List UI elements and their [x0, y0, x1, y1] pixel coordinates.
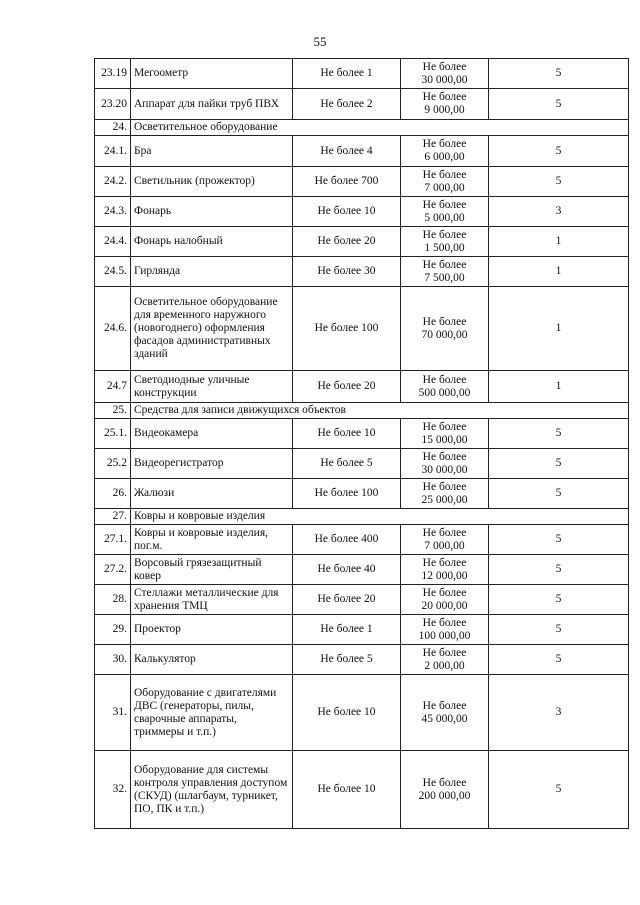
price-limit: [401, 585, 489, 615]
price-line: 9 000,00: [424, 104, 465, 116]
price-line: Не более: [422, 228, 467, 241]
service-life: 1: [489, 371, 629, 403]
service-life: 5: [489, 59, 629, 89]
item-number: 24.3.: [95, 197, 131, 227]
item-number: 29.: [95, 615, 131, 645]
price-limit: [401, 525, 489, 555]
price-line: Не более: [422, 420, 467, 433]
item-number: 24.: [95, 120, 131, 136]
price-line: 30 000,00: [421, 73, 468, 86]
item-name: Фонарь налобный: [131, 227, 293, 257]
quantity-limit: Не более 10: [293, 675, 401, 751]
quantity-limit: Не более 400: [293, 525, 401, 555]
service-life: 5: [489, 615, 629, 645]
item-number: 24.4.: [95, 227, 131, 257]
item-name: Жалюзи: [131, 479, 293, 509]
price-line: Не более: [422, 646, 467, 659]
price-line: 12 000,00: [421, 569, 468, 582]
item-name: Гирлянда: [131, 257, 293, 287]
service-life: 5: [489, 449, 629, 479]
quantity-limit: Не более 10: [293, 419, 401, 449]
price-limit: [401, 615, 489, 645]
price-line: 7 000,00: [424, 181, 465, 194]
item-name: Фонарь: [131, 197, 293, 227]
price-line: Не более: [422, 776, 467, 789]
table-row: [95, 525, 629, 555]
section-row: [95, 120, 629, 136]
price-line: 30 000,00: [421, 463, 468, 476]
service-life: 5: [489, 136, 629, 167]
price-line: Не более: [422, 616, 467, 629]
item-number: 24.2.: [95, 167, 131, 197]
service-life: 5: [489, 525, 629, 555]
table-row: [95, 615, 629, 645]
quantity-limit: Не более 20: [293, 227, 401, 257]
price-limit: [401, 59, 489, 89]
price-limit: [401, 257, 489, 287]
table-row: [95, 585, 629, 615]
quantity-limit: Не более 100: [293, 479, 401, 509]
price-line: Не более: [422, 91, 467, 103]
service-life: 5: [489, 751, 629, 829]
price-line: Не более: [422, 168, 467, 181]
price-line: Не более: [422, 60, 467, 73]
price-line: Не более: [422, 138, 467, 150]
price-limit: [401, 751, 489, 829]
price-limit: [401, 197, 489, 227]
price-line: Не более: [422, 699, 467, 712]
quantity-limit: Не более 1: [293, 615, 401, 645]
quantity-limit: Не более 5: [293, 645, 401, 675]
price-limit: [401, 167, 489, 197]
price-limit: [401, 136, 489, 167]
section-title: Средства для записи движущихся объектов: [131, 403, 629, 419]
price-limit: [401, 555, 489, 585]
item-number: 24.6.: [95, 287, 131, 371]
section-row: [95, 509, 629, 525]
item-name: Проектор: [131, 615, 293, 645]
page-number: 55: [313, 34, 327, 49]
item-number: 27.2.: [95, 555, 131, 585]
price-limit: [401, 89, 489, 120]
price-line: 100 000,00: [418, 629, 471, 642]
price-line: 15 000,00: [421, 433, 468, 446]
item-number: 25.2: [95, 449, 131, 479]
price-line: Не более: [422, 586, 467, 599]
price-line: 45 000,00: [421, 712, 468, 725]
price-line: Не более: [422, 480, 467, 493]
item-name: Калькулятор: [131, 645, 293, 675]
service-life: 1: [489, 257, 629, 287]
item-name: Видеорегистратор: [131, 449, 293, 479]
table-row: [95, 89, 629, 120]
price-line: 1 500,00: [424, 241, 465, 254]
service-life: 5: [489, 645, 629, 675]
item-number: 27.1.: [95, 525, 131, 555]
quantity-limit: Не более 20: [293, 585, 401, 615]
service-life: 5: [489, 167, 629, 197]
price-line: 7 000,00: [424, 539, 465, 552]
table-row: [95, 645, 629, 675]
price-limit: [401, 227, 489, 257]
price-line: 500 000,00: [418, 386, 471, 399]
equipment-table: [94, 58, 629, 829]
item-name: Бра: [131, 136, 293, 167]
service-life: 3: [489, 675, 629, 751]
quantity-limit: Не более 10: [293, 751, 401, 829]
table-row: [95, 59, 629, 89]
table-body: [95, 59, 629, 829]
item-number: 24.7: [95, 371, 131, 403]
price-limit: [401, 675, 489, 751]
table-row: [95, 555, 629, 585]
table-row: [95, 751, 629, 829]
quantity-limit: Не более 2: [293, 89, 401, 120]
price-limit: [401, 419, 489, 449]
item-name: Ворсовый грязезащитный ковер: [131, 555, 293, 585]
item-number: 26.: [95, 479, 131, 509]
price-line: 200 000,00: [418, 789, 471, 802]
quantity-limit: Не более 700: [293, 167, 401, 197]
price-limit: [401, 645, 489, 675]
price-limit: [401, 449, 489, 479]
price-line: Не более: [422, 450, 467, 463]
table-row: [95, 675, 629, 751]
item-name: Аппарат для пайки труб ПВХ: [131, 89, 293, 120]
table-row: [95, 371, 629, 403]
item-name: Оборудование для системы контроля управления доступом (СКУД) (шлагбаум, турникет, ПО, ПК и т.п.): [131, 751, 293, 829]
price-line: Не более: [422, 258, 467, 271]
price-line: 7 500,00: [424, 271, 465, 284]
price-line: Не более: [422, 198, 467, 211]
price-line: 20 000,00: [421, 599, 468, 612]
item-name: Ковры и ковровые изделия, пог.м.: [131, 525, 293, 555]
price-limit: [401, 479, 489, 509]
price-line: Не более: [422, 556, 467, 569]
service-life: 5: [489, 555, 629, 585]
quantity-limit: Не более 20: [293, 371, 401, 403]
price-line: 70 000,00: [421, 328, 468, 341]
item-number: 24.1.: [95, 136, 131, 167]
section-title: Осветительное оборудование: [131, 120, 629, 136]
item-number: 28.: [95, 585, 131, 615]
price-line: 6 000,00: [424, 151, 465, 163]
price-line: 5 000,00: [424, 211, 465, 224]
service-life: 5: [489, 419, 629, 449]
item-name: Стеллажи металлические для хранения ТМЦ: [131, 585, 293, 615]
table-row: [95, 287, 629, 371]
quantity-limit: Не более 100: [293, 287, 401, 371]
item-number: 27.: [95, 509, 131, 525]
service-life: 5: [489, 585, 629, 615]
item-number: 24.5.: [95, 257, 131, 287]
item-number: 25.: [95, 403, 131, 419]
price-limit: [401, 371, 489, 403]
service-life: 5: [489, 479, 629, 509]
service-life: 1: [489, 227, 629, 257]
quantity-limit: Не более 30: [293, 257, 401, 287]
price-line: Не более: [422, 373, 467, 386]
item-number: 23.20: [95, 89, 131, 120]
quantity-limit: Не более 1: [293, 59, 401, 89]
service-life: 1: [489, 287, 629, 371]
quantity-limit: Не более 4: [293, 136, 401, 167]
quantity-limit: Не более 5: [293, 449, 401, 479]
quantity-limit: Не более 40: [293, 555, 401, 585]
price-limit: [401, 287, 489, 371]
table-row: [95, 257, 629, 287]
section-title: Ковры и ковровые изделия: [131, 509, 629, 525]
item-number: 31.: [95, 675, 131, 751]
section-row: [95, 403, 629, 419]
price-line: Не более: [422, 526, 467, 539]
item-name: Светильник (прожектор): [131, 167, 293, 197]
item-name: Осветительное оборудование для временного наружного (новогоднего) оформления фасадов административных зданий: [131, 287, 293, 371]
service-life: 3: [489, 197, 629, 227]
price-line: 25 000,00: [421, 493, 468, 506]
item-name: Мегоометр: [131, 59, 293, 89]
table-row: [95, 197, 629, 227]
table-row: [95, 136, 629, 167]
item-name: Оборудование с двигателями ДВС (генераторы, пилы, сварочные аппараты, триммеры и т.п.): [131, 675, 293, 751]
item-number: 25.1.: [95, 419, 131, 449]
service-life: 5: [489, 89, 629, 120]
item-number: 32.: [95, 751, 131, 829]
table-row: [95, 479, 629, 509]
item-number: 30.: [95, 645, 131, 675]
item-name: Светодиодные уличные конструкции: [131, 371, 293, 403]
table-row: [95, 167, 629, 197]
price-line: 2 000,00: [424, 659, 465, 672]
table-row: [95, 449, 629, 479]
item-number: 23.19: [95, 59, 131, 89]
table-row: [95, 227, 629, 257]
table-row: [95, 419, 629, 449]
quantity-limit: Не более 10: [293, 197, 401, 227]
item-name: Видеокамера: [131, 419, 293, 449]
price-line: Не более: [422, 315, 467, 328]
